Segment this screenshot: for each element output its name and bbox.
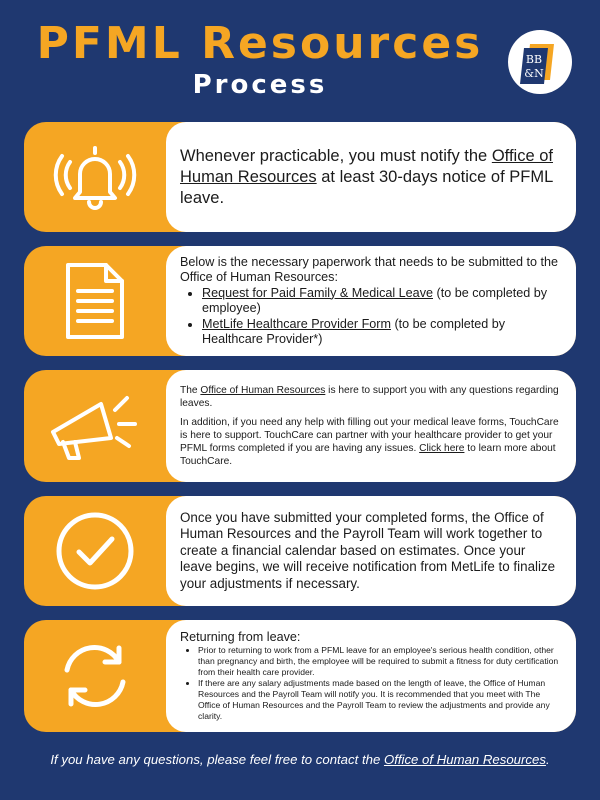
notify-text-end: at least 30-days notice of PFML leave. [180,167,553,207]
touchcare-text: In addition, if you need any help with filling out your medical leave forms, TouchCare is here to support. TouchCare can partner with your healthcare provider to get your PFML forms completed if you are having any issues. [180,417,559,454]
paperwork-intro: Below is the necessary paperwork that needs to be submitted to the Office of Human Resources: [180,254,559,284]
returning-heading: Returning from leave: [180,629,301,644]
support-paragraph-1 [180,384,560,410]
page-subtitle: Process [192,70,328,100]
list-item [202,317,560,348]
pfml-request-link[interactable]: Request for Paid Family & Medical Leave [202,285,433,300]
support-text-panel [166,370,576,482]
checkmark-icon [24,496,166,606]
refresh-icon [24,620,166,732]
notify-text-panel [166,122,576,232]
bell-icon [24,122,166,232]
list-item-note: (to be completed by Healthcare Provider*) [202,316,506,346]
office-of-hr-link[interactable]: Office of Human Resources [180,146,553,186]
paperwork-card [24,246,576,356]
support-card [24,370,576,482]
metlife-form-link[interactable]: MetLife Healthcare Provider Form [202,316,391,331]
list-item-note: (to be completed by employee) [202,285,548,315]
office-of-hr-link[interactable]: Office of Human Resources [200,385,326,396]
support-text-start: The [180,385,201,396]
support-text-end: is here to support you with any questions regarding leaves. [180,385,559,409]
document-icon [24,246,166,356]
megaphone-icon [24,370,166,482]
click-here-link[interactable]: Click here [419,443,465,454]
forms-text-panel [166,496,576,606]
page-title: PFML Resources [36,18,484,69]
footer-text-end: . [545,752,550,767]
list-item [202,286,560,317]
forms-text: Once you have submitted your completed forms, the Office of Human Resources and the Payroll Team will work together to create a financial calendar based on estimates. Once your leave begins, we will receive notification from MetLife to finalize your adjustments if necessary. [180,509,556,591]
touchcare-text-end: to learn more about TouchCare. [180,443,556,467]
office-of-hr-link[interactable]: Office of Human Resources [383,752,546,767]
paperwork-text-panel [166,246,576,356]
bbn-logo [508,30,572,94]
footer-text [0,752,600,767]
forms-card [24,496,576,606]
returning-list [180,645,560,722]
svg-text:BB: BB [525,53,543,66]
notify-card [24,122,576,232]
returning-text-panel [166,620,576,732]
list-item: • If there are any salary adjustments made based on the length of leave, the Office of Human Resources and the Payroll Team will notify you. It is recommended that you meet with The Office of Human Resources and the Payroll Team to review the adjustments and provide any clarity. [198,678,560,722]
notify-text-start: Whenever practicable, you must notify the [180,146,492,165]
returning-card [24,620,576,732]
paperwork-list [180,286,560,348]
list-item: • Prior to returning to work from a PFML leave for an employee's serious health condition, other than pregnancy and birth, the employee will be required to submit a fitness for duty certification from their health care provider. [198,645,560,678]
notify-text [180,146,560,209]
footer-text-start: If you have any questions, please feel free to contact the [50,752,384,767]
svg-text:&N: &N [524,67,544,80]
support-paragraph-2 [180,416,560,468]
